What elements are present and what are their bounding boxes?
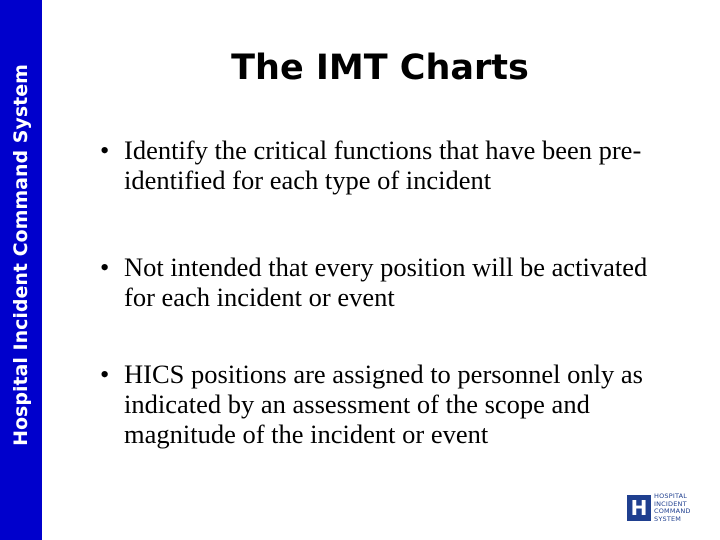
bullet-dot-icon: • xyxy=(100,135,110,165)
bullet-text: Not intended that every position will be activated for each incident or event xyxy=(124,252,648,312)
sidebar-band xyxy=(0,0,42,540)
bullet-dot-icon: • xyxy=(100,252,110,282)
bullet-text: HICS positions are assigned to personnel only as indicated by an assessment of the scope and magnitude of the incident or event xyxy=(124,359,643,449)
logo-line: HOSPITAL xyxy=(654,492,688,500)
logo-line: SYSTEM xyxy=(654,514,682,523)
sidebar-label: Hospital Incident Command System xyxy=(10,64,32,446)
hics-logo-mark-icon: H xyxy=(627,495,651,521)
bullet-item xyxy=(96,252,676,312)
logo-line: INCIDENT xyxy=(654,499,687,508)
bullet-item xyxy=(96,135,676,195)
bullet-list xyxy=(96,135,676,506)
hics-logo-wordmark xyxy=(654,493,691,523)
bullet-item xyxy=(96,359,676,449)
bullet-text: Identify the critical functions that have been pre-identified for each type of incident xyxy=(124,135,642,195)
bullet-dot-icon: • xyxy=(100,359,110,389)
logo-line: COMMAND xyxy=(654,507,691,515)
hics-logo xyxy=(627,492,697,523)
slide-title: The IMT Charts xyxy=(231,48,529,88)
